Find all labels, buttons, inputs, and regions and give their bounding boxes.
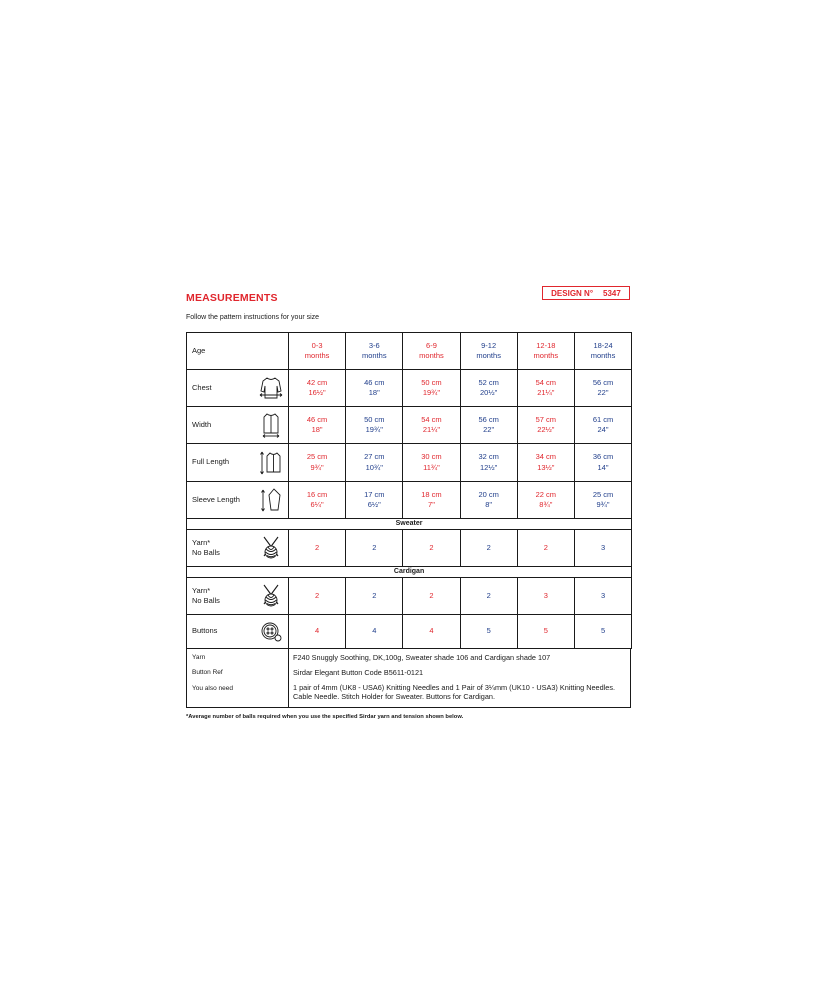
sleeve-length-icon bbox=[259, 487, 283, 513]
footnote: *Average number of balls required when you use the specified Sirdar yarn and tension shown below. bbox=[186, 714, 464, 720]
sweater-yarn-row: Yarn* No Balls 2 2 2 2 2 3 bbox=[187, 530, 632, 567]
size-header: 18-24 months bbox=[574, 333, 631, 370]
design-number: 5347 bbox=[603, 288, 621, 298]
no-balls-label: No Balls bbox=[192, 596, 220, 605]
measurements-table bbox=[186, 332, 632, 649]
cardigan-yarn-row: Yarn* No Balls 2 2 2 2 3 3 bbox=[187, 578, 632, 615]
width-label: Width bbox=[192, 419, 212, 429]
no-balls-label: No Balls bbox=[192, 548, 220, 557]
yarn-ball-icon bbox=[259, 535, 283, 561]
full-length-row: Full Length 25 cm 9¾" 27 cm 10¾" 30 cm 11¾" 32 cm 12½" 34 cm 13½" 36 cm 14" bbox=[187, 444, 632, 482]
sleeve-length-row: Sleeve Length 16 cm 6¼" 17 cm 6½" 18 cm 7" 20 cm 8" 22 cm 8¾" 25 cm 9¾" bbox=[187, 482, 632, 519]
full-length-icon bbox=[259, 450, 283, 476]
cardigan-section-row bbox=[187, 567, 632, 578]
size-header: 9-12 months bbox=[460, 333, 517, 370]
age-label: Age bbox=[192, 345, 206, 355]
button-ref-value: Sirdar Elegant Button Code B5611-0121 bbox=[293, 668, 424, 677]
age-row bbox=[187, 333, 632, 370]
sweater-section-label: Sweater bbox=[395, 520, 423, 528]
design-number-box bbox=[542, 286, 630, 300]
chest-row: Chest 42 cm 16½" 46 cm 18" 50 cm 19¾" 52 cm 20½" 54 cm 21¼" 56 cm 22" bbox=[187, 370, 632, 407]
width-row: Width 46 cm 18" 50 cm 19¾" 54 cm 21¼" 56 cm 22" 57 cm 22½" 61 cm 24" bbox=[187, 407, 632, 444]
cardigan-section-label: Cardigan bbox=[393, 568, 425, 576]
yarn-label: Yarn* bbox=[192, 585, 211, 595]
yarn-detail-label: Yarn bbox=[192, 654, 206, 661]
full-length-label: Full Length bbox=[192, 457, 230, 467]
yarn-detail-value: F240 Snuggly Soothing, DK,100g, Sweater shade 106 and Cardigan shade 107 bbox=[293, 653, 551, 662]
subtitle: Follow the pattern instructions for your size bbox=[186, 314, 320, 321]
size-header: 6-9 months bbox=[403, 333, 460, 370]
size-header: 3-6 months bbox=[346, 333, 403, 370]
button-ref-label: Button Ref bbox=[192, 669, 223, 676]
sleeve-length-label: Sleeve Length bbox=[192, 494, 240, 504]
buttons-label: Buttons bbox=[192, 626, 218, 636]
yarn-ball-icon bbox=[259, 583, 283, 609]
page-title: MEASUREMENTS bbox=[186, 292, 278, 304]
design-label: DESIGN N° bbox=[551, 288, 594, 298]
width-cardigan-icon bbox=[259, 412, 283, 438]
yarn-label: Yarn* bbox=[192, 537, 211, 547]
size-header: 0-3 months bbox=[289, 333, 346, 370]
size-header: 12-18 months bbox=[517, 333, 574, 370]
button-icon bbox=[259, 619, 283, 645]
also-need-label: You also need bbox=[192, 685, 233, 692]
buttons-row: Buttons 4 4 4 5 5 5 bbox=[187, 615, 632, 649]
materials-box bbox=[186, 648, 631, 708]
chest-label: Chest bbox=[192, 382, 212, 392]
chest-sweater-icon bbox=[259, 375, 283, 401]
also-need-value: 1 pair of 4mm (UK8 - USA6) Knitting Needles and 1 Pair of 3¼mm (UK10 - USA3) Knitting Needles. Cable Needle. Stitch Holder for Sweater. Buttons for Cardigan. bbox=[293, 683, 616, 702]
sweater-section-row bbox=[187, 519, 632, 530]
